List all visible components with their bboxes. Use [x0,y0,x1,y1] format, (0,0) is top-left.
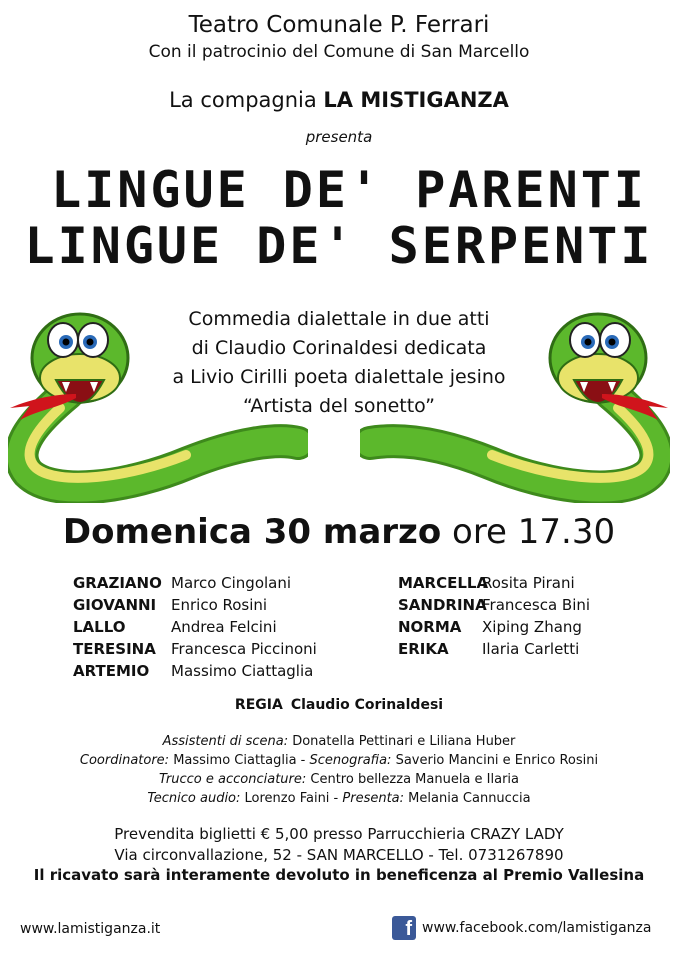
cast-role: MARCELLA [398,574,489,592]
description-line-2: di Claudio Corinaldesi dedicata [191,337,487,359]
director-line [0,697,678,713]
cast-actor: Ilaria Carletti [482,640,580,658]
cast-list-left [73,572,317,682]
credit-value: Melania Cannuccia [408,791,531,806]
cast-role: LALLO [73,618,126,636]
credit-trucco [0,770,678,789]
date-time: ore 17.30 [452,512,616,552]
patronage-line: Con il patrocinio del Comune di San Marcello [148,42,530,62]
cast-actor: Francesca Piccinoni [171,640,317,658]
title-line-2: LINGUE DE' SERPENTI [24,217,654,275]
cast-role: ERIKA [398,640,449,658]
cast-role: NORMA [398,618,462,636]
credit-label: Scenografia: [309,753,392,768]
credit-value: Donatella Pettinari e Liliana Huber [292,734,516,749]
company-name: LA MISTIGANZA [323,88,509,112]
company-line [0,88,678,112]
presenta-label: presenta [305,128,373,146]
cast-row [398,638,590,660]
credit-label: Coordinatore: [79,753,170,768]
description-line-4: “Artista del sonetto” [243,395,435,417]
website-link[interactable]: www.lamistiganza.it [20,921,161,937]
description-line-3: a Livio Cirilli poeta dialettale jesino [172,366,506,388]
credit-assistenti [0,732,678,751]
cast-row [73,616,317,638]
company-prefix: La compagnia [169,88,317,112]
credit-label: Tecnico audio: [147,791,241,806]
date-day: Domenica 30 marzo [62,512,442,552]
cast-row [398,616,590,638]
cast-role: TERESINA [73,640,156,658]
facebook-link[interactable] [392,916,651,940]
theatre-name: Teatro Comunale P. Ferrari [188,12,490,38]
cast-actor: Andrea Felcini [171,618,277,636]
cast-row [73,638,317,660]
ticket-line-1: Prevendita biglietti € 5,00 presso Parrucchieria CRAZY LADY [114,825,564,843]
cast-row [73,572,317,594]
play-description [0,305,678,421]
credit-value: Centro bellezza Manuela e Ilaria [310,772,519,787]
description-line-1: Commedia dialettale in due atti [188,308,490,330]
cast-row [398,594,590,616]
credit-label: Presenta: [342,791,405,806]
director-name: Claudio Corinaldesi [290,697,444,713]
cast-role: GIOVANNI [73,596,157,614]
cast-role: SANDRINA [398,596,487,614]
crew-credits [0,732,678,808]
cast-actor: Enrico Rosini [171,596,268,614]
cast-row [73,660,317,682]
facebook-icon: f [392,916,416,940]
title-line-1: LINGUE DE' PARENTI [51,161,647,219]
cast-actor: Rosita Pirani [482,574,575,592]
credit-value: Saverio Mancini e Enrico Rosini [395,753,599,768]
cast-actor: Francesca Bini [482,596,591,614]
credit-coordinatore [0,751,678,770]
facebook-url: www.facebook.com/lamistiganza [422,920,652,936]
credit-label: Trucco e acconciature: [158,772,307,787]
ticket-line-2: Via circonvallazione, 52 - SAN MARCELLO - Tel. 0731267890 [114,846,564,864]
cast-actor: Massimo Ciattaglia [171,662,314,680]
cast-actor: Marco Cingolani [171,574,292,592]
cast-role: GRAZIANO [73,574,162,592]
cast-row [73,594,317,616]
cast-role: ARTEMIO [73,662,150,680]
charity-note: Il ricavato sarà interamente devoluto in beneficenza al Premio Vallesina [33,866,645,884]
cast-actor: Xiping Zhang [482,618,582,636]
ticket-info [0,824,678,866]
cast-list-right [398,572,590,660]
performance-date [0,512,678,552]
director-label: REGIA [234,697,283,713]
cast-row [398,572,590,594]
credit-value: Lorenzo Faini - [244,791,339,806]
credit-tecnico [0,789,678,808]
credit-value: Massimo Ciattaglia - [173,753,306,768]
credit-label: Assistenti di scena: [162,734,289,749]
